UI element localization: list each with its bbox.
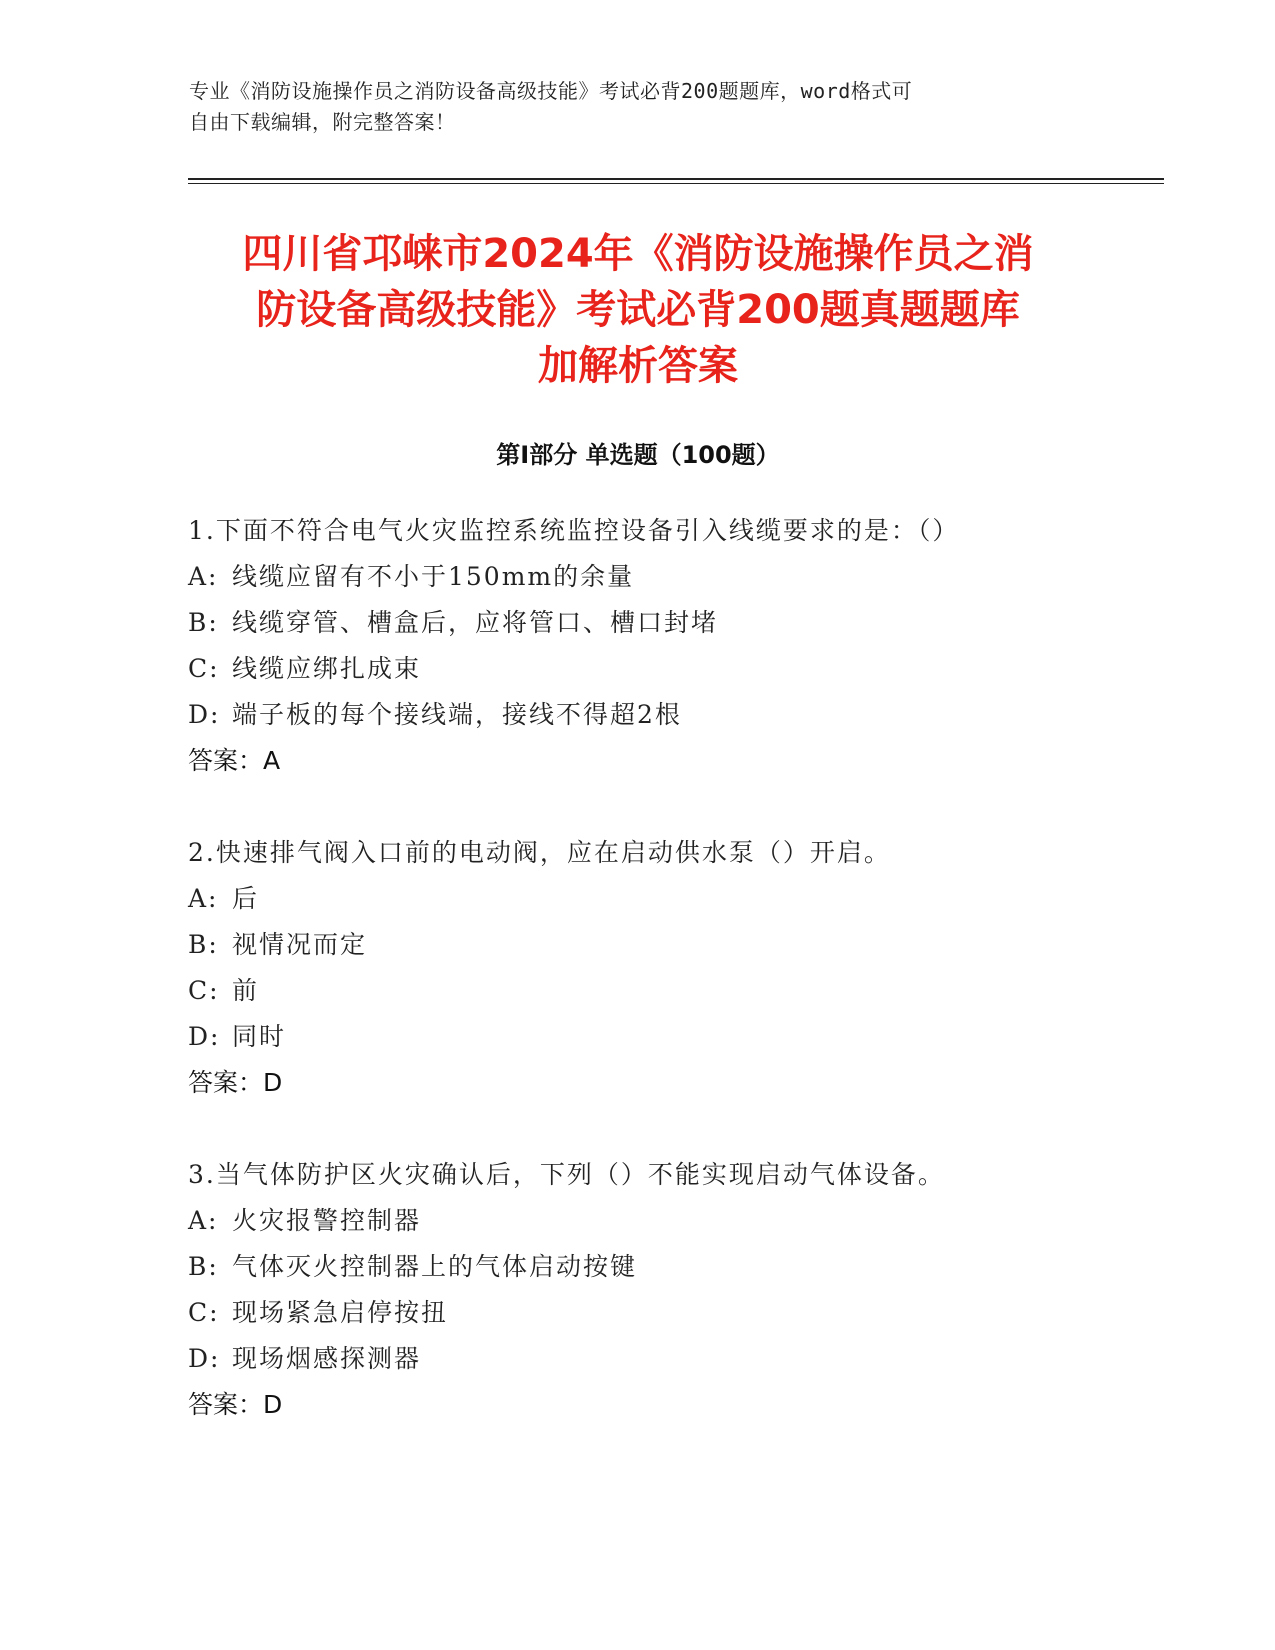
- option-text: 线缆应留有不小于150mm的余量: [232, 562, 635, 591]
- option-letter: A:: [188, 1206, 219, 1235]
- question-stem: 3.当气体防护区火灾确认后，下列（）不能实现启动气体设备。: [188, 1160, 945, 1189]
- question-stem: 1.下面不符合电气火灾监控系统监控设备引入线缆要求的是：（）: [188, 516, 960, 545]
- option-b: [188, 922, 1188, 968]
- title-line: 加解析答案: [538, 343, 738, 389]
- option-text: 火灾报警控制器: [232, 1206, 422, 1235]
- answer-text: 答案：A: [188, 746, 281, 775]
- header-divider-thin: [188, 183, 1164, 184]
- option-text: 同时: [232, 1022, 287, 1051]
- option-letter: C:: [188, 976, 220, 1005]
- option-letter: B:: [188, 1252, 219, 1281]
- option-text: 后: [232, 884, 260, 913]
- option-c: [188, 646, 1188, 692]
- option-letter: D:: [188, 1022, 221, 1051]
- title-line: 防设备高级技能》考试必背200题真题题库: [256, 287, 1020, 333]
- document-title: [188, 226, 1088, 394]
- option-c: [188, 968, 1188, 1014]
- option-text: 线缆应绑扎成束: [232, 654, 422, 683]
- option-text: 端子板的每个接线端，接线不得超2根: [232, 700, 682, 729]
- header-divider: [188, 178, 1164, 180]
- option-letter: C:: [188, 1298, 220, 1327]
- option-a: [188, 1198, 1188, 1244]
- option-text: 气体灭火控制器上的气体启动按键: [232, 1252, 638, 1281]
- option-letter: B:: [188, 930, 219, 959]
- title-line: 四川省邛崃市2024年《消防设施操作员之消: [242, 231, 1034, 277]
- option-b: [188, 1244, 1188, 1290]
- option-letter: A:: [188, 562, 219, 591]
- option-text: 前: [232, 976, 260, 1005]
- option-text: 视情况而定: [232, 930, 368, 959]
- answer-text: 答案：D: [188, 1390, 283, 1419]
- answer-text: 答案：D: [188, 1068, 283, 1097]
- question-block: [188, 508, 1188, 784]
- option-letter: B:: [188, 608, 219, 637]
- option-d: [188, 1014, 1188, 1060]
- option-b: [188, 600, 1188, 646]
- option-text: 现场紧急启停按扭: [232, 1298, 449, 1327]
- section-heading: 第I部分 单选题（100题）: [496, 441, 780, 469]
- option-d: [188, 1336, 1188, 1382]
- option-letter: D:: [188, 1344, 221, 1373]
- option-letter: D:: [188, 700, 221, 729]
- question-block: [188, 1152, 1188, 1428]
- option-text: 现场烟感探测器: [232, 1344, 422, 1373]
- option-a: [188, 554, 1188, 600]
- header-note-line: 专业《消防设施操作员之消防设备高级技能》考试必背200题题库，word格式可: [189, 79, 913, 103]
- header-note-line: 自由下载编辑，附完整答案！: [189, 110, 456, 134]
- option-letter: A:: [188, 884, 219, 913]
- option-letter: C:: [188, 654, 220, 683]
- option-text: 线缆穿管、槽盒后，应将管口、槽口封堵: [232, 608, 719, 637]
- question-block: [188, 830, 1188, 1106]
- option-a: [188, 876, 1188, 922]
- header-note: [189, 76, 1089, 138]
- option-c: [188, 1290, 1188, 1336]
- question-stem: 2.快速排气阀入口前的电动阀，应在启动供水泵（）开启。: [188, 838, 891, 867]
- option-d: [188, 692, 1188, 738]
